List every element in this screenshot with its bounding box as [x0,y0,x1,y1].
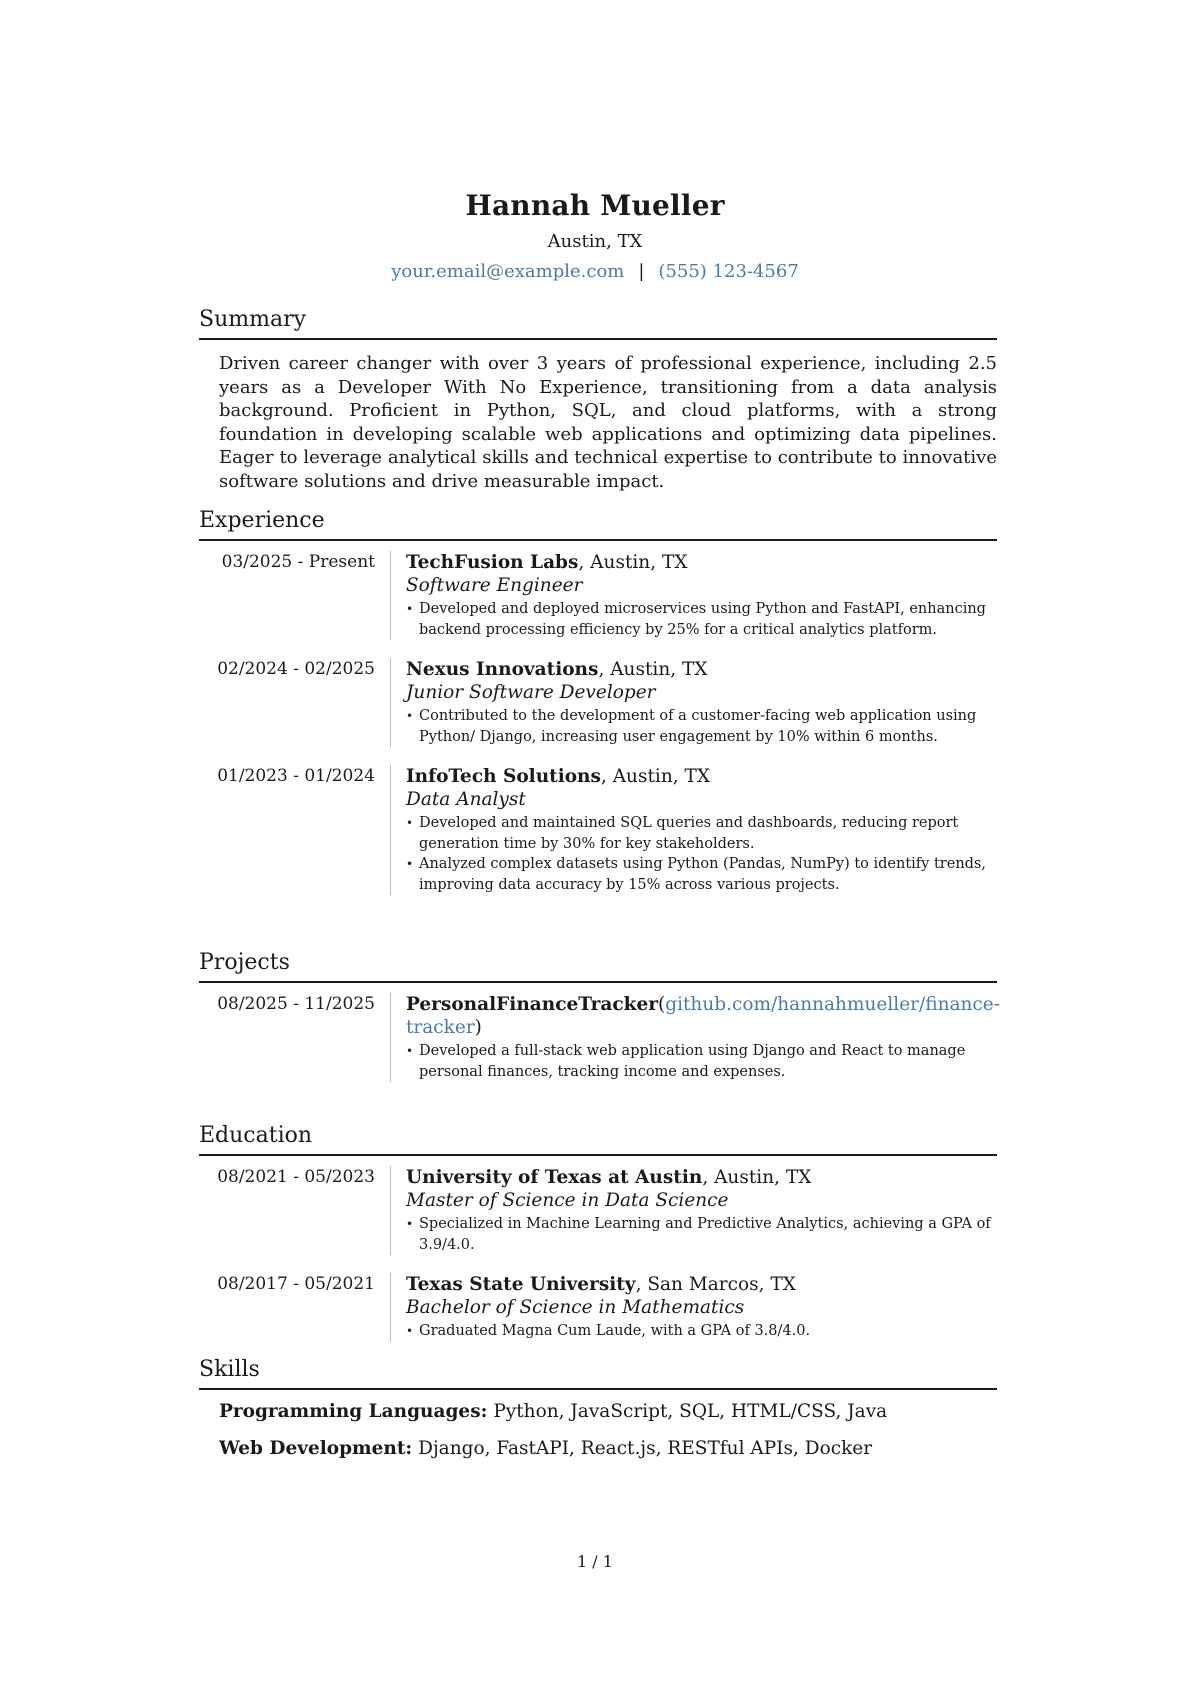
company-location: , Austin, TX [578,552,688,573]
education-entry [199,1273,997,1342]
project-name-word: Finance [496,994,579,1015]
entry-heading [406,1273,997,1296]
job-title: Software Engineer [406,575,583,596]
bullet-item: • Analyzed complex datasets using Python (Pandas, NumPy) to identify trends, improving data accuracy by 15% across various projects. [406,854,997,895]
company-name: Nexus Innovations [406,659,599,680]
school-name: Texas State University [406,1274,636,1295]
company-name: InfoTech Solutions [406,766,601,787]
experience-entry [199,658,997,747]
project-link-start [658,993,1000,1016]
paren-close: ) [474,1017,482,1038]
bullet-item: • Developed and maintained SQL queries and dashboards, reducing report generation time by 30% for key stakeholders. [406,813,997,854]
project-link[interactable]: github.com/hannahmueller/finance- [665,994,1000,1015]
candidate-location: Austin, TX [547,231,643,252]
section-title-skills: Skills [199,1357,260,1382]
bullet-item: • Developed a full-stack web application using Django and React to manage personal finances, tracking income and expenses. [406,1041,997,1082]
company-name: TechFusion Labs [406,552,579,573]
contact-separator: | [638,261,645,282]
entry-heading [406,551,997,574]
skills-section [199,1356,997,1474]
school-name: University of Texas at Austin [406,1167,703,1188]
section-divider [199,981,997,983]
summary-text: Driven career changer with over 3 years of professional experience, including 2.5 years as a Developer With No Experience, transitioning from a data analysis background. Proficient in Python, SQL, and cloud platforms, with a strong foundation in developing scalable web applications and optimizing data pipelines. Eager to leverage analytical skills and technical expertise to contribute to innovative software solutions and drive measurable impact. [219,353,997,492]
entry-heading [406,765,997,788]
section-title-education: Education [199,1123,313,1148]
entry-dates: 08/2017 - 05/2021 [217,1274,375,1294]
entry-body [390,551,997,640]
project-name-word: Tracker [578,994,659,1015]
entry-body [390,765,997,895]
project-entry [199,993,1000,1082]
projects-section [199,949,1000,1082]
summary-section [199,306,997,493]
candidate-name: Hannah Mueller [465,189,725,222]
bullet-list [406,1214,997,1255]
company-location: , Austin, TX [598,659,708,680]
entry-body [390,993,1000,1082]
education-section [199,1122,997,1342]
page-number: 1 / 1 [577,1552,613,1571]
degree-title: Bachelor of Science in Mathematics [406,1297,745,1318]
bullet-list [406,599,997,640]
email-link[interactable]: your.email@example.com [391,261,625,282]
experience-entry [199,551,997,640]
bullet-item: • Graduated Magna Cum Laude, with a GPA of 3.8/4.0. [406,1321,997,1342]
job-title: Junior Software Developer [406,682,656,703]
resume-header [0,188,1190,284]
bullet-list [406,1321,997,1342]
bullet-item: • Developed and deployed microservices using Python and FastAPI, enhancing backend processing efficiency by 25% for a critical analytics platform. [406,599,997,640]
degree-title: Master of Science in Data Science [406,1190,729,1211]
education-entry [199,1166,997,1255]
entry-body [390,658,997,747]
project-link-continued [406,1016,997,1039]
skill-label: Programming Languages: [219,1401,488,1422]
section-title-experience: Experience [199,508,325,533]
section-divider [199,338,997,340]
section-divider [199,1154,997,1156]
paren-open: ( [658,994,666,1015]
entry-heading [406,658,997,681]
entry-body [390,1273,997,1342]
school-location: , San Marcos, TX [635,1274,796,1295]
skill-row [219,1400,997,1424]
skill-row [219,1437,997,1461]
phone-link[interactable]: (555) 123-4567 [658,261,799,282]
skills-list [219,1400,997,1461]
bullet-item: • Contributed to the development of a customer-facing web application using Python/ Django, increasing user engagement by 10% within 6 months. [406,706,997,747]
job-title: Data Analyst [406,789,526,810]
project-heading [406,993,1000,1016]
section-divider [199,539,997,541]
bullet-item: • Specialized in Machine Learning and Predictive Analytics, achieving a GPA of 3.9/4.0. [406,1214,997,1255]
section-title-summary: Summary [199,307,307,332]
project-link[interactable]: tracker [406,1017,475,1038]
project-name-word: Personal [406,994,497,1015]
bullet-list [406,706,997,747]
experience-section [199,507,997,895]
contact-line [0,260,1190,284]
bullet-list [406,813,997,895]
school-location: , Austin, TX [702,1167,812,1188]
entry-dates: 02/2024 - 02/2025 [217,659,375,679]
entry-dates: 08/2021 - 05/2023 [217,1167,375,1187]
entry-dates: 03/2025 - Present [221,552,375,572]
entry-body [390,1166,997,1255]
section-title-projects: Projects [199,950,290,975]
bullet-list [406,1041,997,1082]
entry-heading [406,1166,997,1189]
entry-dates: 08/2025 - 11/2025 [217,994,375,1014]
company-location: , Austin, TX [600,766,711,787]
skill-label: Web Development: [219,1438,413,1459]
skill-value: Django, FastAPI, React.js, RESTful APIs, Docker [412,1438,873,1459]
experience-entry [199,765,997,895]
skill-value: Python, JavaScript, SQL, HTML/CSS, Java [487,1401,888,1422]
entry-dates: 01/2023 - 01/2024 [217,766,375,786]
section-divider [199,1388,997,1390]
